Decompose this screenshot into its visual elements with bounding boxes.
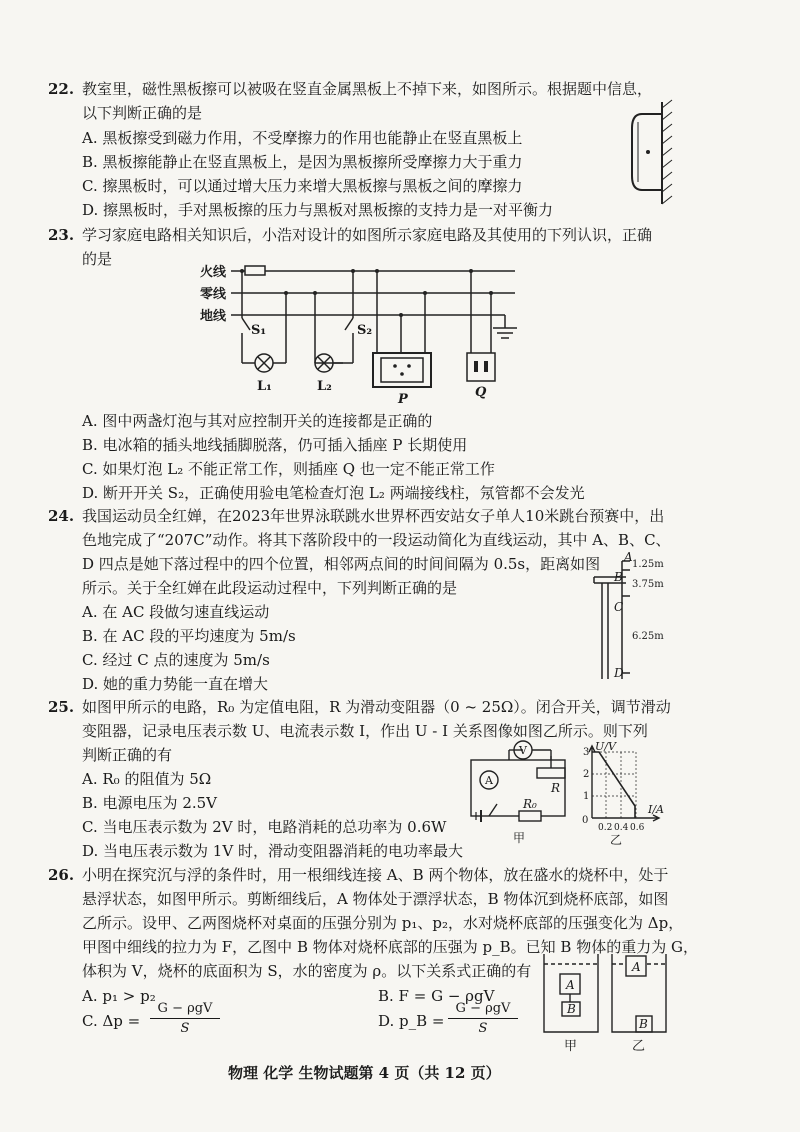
point-b-label: B [614,570,623,584]
graph-ytick-3: 3 [583,747,590,758]
q24-option-d: D. 她的重力势能一直在增大 [82,675,269,693]
point-c-label: C [614,600,624,614]
figure-yi-label: 乙 [610,833,623,847]
q23-option-a: A. 图中两盏灯泡与其对应控制开关的连接都是正确的 [82,412,433,430]
page-footer: 物理 化学 生物试题第 4 页（共 12 页） [228,1064,501,1082]
q26-option-c-numerator: G − ρgV [157,1001,213,1016]
point-a-label: A [624,550,633,564]
q25-stem-line2: 变阻器，记录电压表示数 U、电流表示数 I，作出 U - I 关系图像如图乙所示。则下列 [82,722,648,740]
distance-cd-label: 6.25m [632,631,664,642]
socket-p-label: P [398,392,408,407]
q22-option-c: C. 擦黑板时，可以通过增大压力来增大黑板擦与黑板之间的摩擦力 [82,177,523,195]
q25-option-c: C. 当电压表示数为 2V 时，电路消耗的总功率为 0.6W [82,818,447,836]
switch-s2-label: S₂ [357,323,373,338]
lamp-l2-label: L₂ [317,379,332,394]
q26-option-d-denominator: S [478,1021,488,1036]
q25-stem-line3: 判断正确的有 [82,746,173,764]
q24-option-b: B. 在 AC 段的平均速度为 5m/s [82,627,296,645]
q25-option-d: D. 当电压表示数为 1V 时，滑动变阻器消耗的电功率最大 [82,842,463,860]
q26-option-a: A. p₁ > p₂ [82,987,156,1005]
q22-stem-line2: 以下判断正确的是 [82,104,203,122]
q23-number: 23. [48,226,75,244]
neutral-wire-label: 零线 [200,287,227,302]
q26-option-c-prefix: C. Δp = [82,1012,141,1030]
q24-stem-line1: 我国运动员全红婵，在2023年世界泳联跳水世界杯西安站女子单人10米跳台预赛中，出 [82,507,665,525]
graph-ytick-2: 2 [583,769,590,780]
jia-object-b-label: B [567,1002,576,1016]
q26-figure-jia-label: 甲 [564,1039,578,1054]
switch-s1-label: S₁ [251,323,267,338]
figure-jia-label: 甲 [513,831,526,845]
q26-option-d-prefix: D. p_B = [378,1012,445,1030]
graph-x-axis-label: I/A [648,803,664,816]
ground-wire-label: 地线 [200,309,227,324]
distance-ab-label: 1.25m [632,559,664,570]
graph-origin-label: 0 [582,815,589,826]
distance-bc-label: 3.75m [632,579,664,590]
resistor-r0-label: R₀ [523,797,537,811]
socket-q-label: Q [475,385,487,400]
yi-object-a-label: A [632,960,641,974]
q25-stem-line1: 如图甲所示的电路，R₀ 为定值电阻，R 为滑动变阻器（0 ~ 25Ω）。闭合开关，调节滑动 [82,698,671,716]
q25-circuit-figure-jia [465,738,575,850]
q24-option-a: A. 在 AC 段做匀速直线运动 [82,603,270,621]
q26-option-c-fraction-bar [150,1018,220,1019]
q25-ui-graph-yi [578,740,678,852]
ammeter-label: A [485,774,493,787]
q23-circuit-diagram [195,258,535,406]
q24-stem-line4: 所示。关于全红婵在此段运动过程中，下列判断正确的是 [82,579,458,597]
q22-stem-line1: 教室里，磁性黑板擦可以被吸在竖直金属黑板上不掉下来，如图所示。根据题中信息， [82,80,653,98]
graph-y-axis-label: U/V [595,740,616,753]
q22-blackboard-figure [620,100,680,210]
live-wire-label: 火线 [200,265,227,280]
q23-option-b: B. 电冰箱的插头地线插脚脱落，仍可插入插座 P 长期使用 [82,436,468,454]
q26-stem-line1: 小明在探究沉与浮的条件时，用一根细线连接 A、B 两个物体，放在盛水的烧杯中，处于 [82,866,669,884]
lamp-l1-label: L₁ [257,379,272,394]
q25-option-b: B. 电源电压为 2.5V [82,794,218,812]
graph-xtick-0-2: 0.2 [598,823,613,833]
graph-ytick-1: 1 [583,791,590,802]
q24-number: 24. [48,507,75,525]
q23-stem-line1: 学习家庭电路相关知识后，小浩对设计的如图所示家庭电路及其使用的下列认识，正确 [82,226,653,244]
voltmeter-label: V [519,744,527,757]
q23-option-d: D. 断开开关 S₂，正确使用验电笔检查灯泡 L₂ 两端接线柱，氖管都不会发光 [82,484,585,502]
q24-stem-line3: D 四点是她下落过程中的四个位置，相邻两点间的时间间隔为 0.5s，距离如图 [82,555,601,573]
q22-option-a: A. 黑板擦受到磁力作用，不受摩擦力的作用也能静止在竖直黑板上 [82,129,523,147]
q26-stem-line3: 乙所示。设甲、乙两图烧杯对桌面的压强分别为 p₁、p₂，水对烧杯底部的压强变化为 Δp， [82,914,684,932]
q26-option-b: B. F = G − ρgV [378,987,495,1005]
q25-option-a: A. R₀ 的阻值为 5Ω [82,770,212,788]
q26-stem-line4: 甲图中细线的拉力为 F，乙图中 B 物体对烧杯底部的压强为 p_B。已知 B 物体的重力为 G， [82,938,698,956]
q26-option-c-denominator: S [180,1021,190,1036]
jia-object-a-label: A [566,978,575,992]
q22-option-b: B. 黑板擦能静止在竖直黑板上，是因为黑板擦所受摩擦力大于重力 [82,153,523,171]
q24-option-c: C. 经过 C 点的速度为 5m/s [82,651,270,669]
q26-option-d-numerator: G − ρgV [455,1001,511,1016]
q22-number: 22. [48,80,75,98]
q26-figure-yi-label: 乙 [632,1039,646,1054]
point-d-label: D [614,666,624,680]
graph-xtick-0-4: 0.4 [614,823,629,833]
q26-option-d-fraction-bar [448,1018,518,1019]
q23-stem-line2: 的是 [82,250,113,268]
q26-stem-line5: 体积为 V，烧杯的底面积为 S，水的密度为 ρ。以下关系式正确的有 [82,962,532,980]
q23-option-c: C. 如果灯泡 L₂ 不能正常工作，则插座 Q 也一定不能正常工作 [82,460,495,478]
q24-stem-line2: 色地完成了“207C”动作。将其下落阶段中的一段运动简化为直线运动，其中 A、B、C、 [82,531,671,549]
q22-option-d: D. 擦黑板时，手对黑板擦的压力与黑板对黑板擦的支持力是一对平衡力 [82,201,554,219]
q26-stem-line2: 悬浮状态，如图甲所示。剪断细线后，A 物体处于漂浮状态，B 物体沉到烧杯底部，如图 [82,890,669,908]
q24-diving-platform-figure [592,550,672,683]
q26-beaker-figures [538,950,678,1058]
graph-xtick-0-6: 0.6 [630,823,645,833]
q25-number: 25. [48,698,75,716]
yi-object-b-label: B [639,1017,648,1031]
q26-number: 26. [48,866,75,884]
rheostat-r-label: R [551,781,561,795]
